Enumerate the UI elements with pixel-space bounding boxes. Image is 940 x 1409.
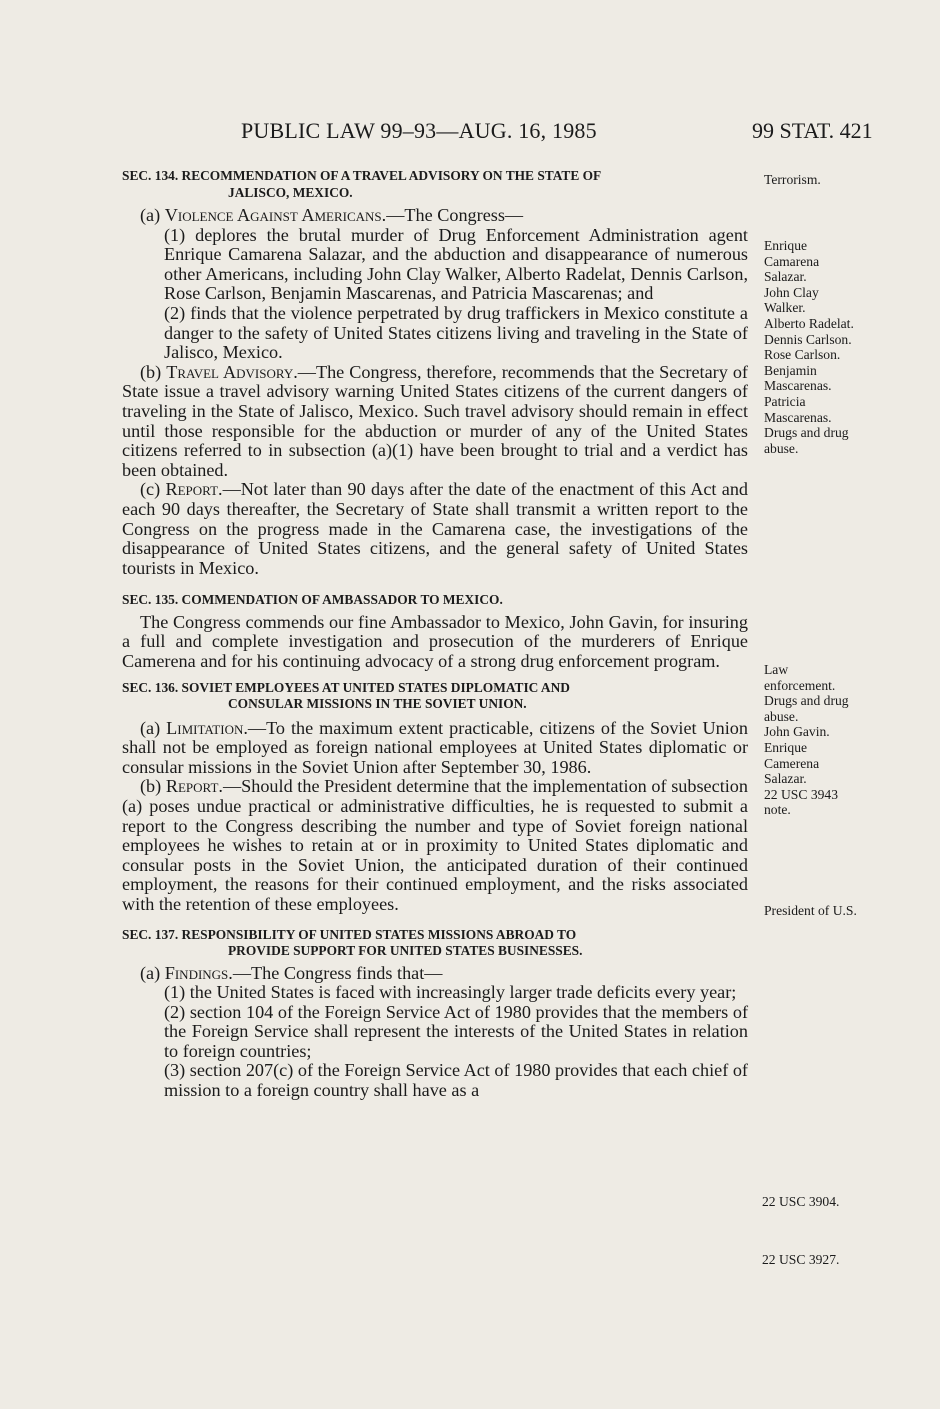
section-136-heading-line2: CONSULAR MISSIONS IN THE SOVIET UNION. (228, 696, 527, 712)
margin-note: Camarena (764, 253, 820, 269)
margin-note: Salazar. (764, 269, 807, 285)
sec134-a1 (122, 226, 748, 304)
margin-note: Dennis Carlson. (764, 331, 852, 347)
sec137-a-intro: —The Congress finds that— (232, 962, 443, 983)
sec136-a-text: —To the maximum extent practicable, citizens of the Soviet Union shall not be employed as foreign national employees at United States diplomatic or consular missions in the Soviet Union after September 30, 1986. (122, 717, 748, 777)
sec134-b-paragraph: (b) Travel Advisory.—The Congress, therefore, recommends that the Secretary of State issue a travel advisory warning United States citizens of the current dangers of traveling in the State of Jalisco, Mexico. Such travel advisory should remain in effect until those responsible for the abduction or murder of any of the United States citizens referred to in subsection (a)(1) have been brought to trial and a verdict has been obtained. (122, 361, 748, 480)
margin-note: Benjamin (764, 362, 817, 378)
sec137-a2 (122, 1003, 748, 1062)
margin-note-usc3927: 22 USC 3927. (762, 1252, 840, 1267)
sec136-b-text: —Should the President determine that the implementation of subsection (a) poses undue practical or administrative difficulties, he is requested to submit a report to the Congress describing the number and type of Soviet foreign national employees he wishes to retain at or in proximity to United States diplomatic and consular posts in the Soviet Union, the anticipated duration of their continued employment, the reasons for their continued employment, and the risks associated with the retention of these employees. (122, 776, 748, 914)
page-header-stat: 99 STAT. 421 (752, 118, 873, 143)
sec134-a2-text: (2) finds that the violence perpetrated by drug traffickers in Mexico constitute a danger to the safety of United States citizens living and traveling in the State of Jalisco, Mexico. (164, 302, 748, 363)
margin-note: abuse. (764, 440, 799, 456)
sec135-text: The Congress commends our fine Ambassador to Mexico, John Gavin, for insuring a full and complete investigation and prosecution of the murderers of Enrique Camerena and for his continuing advocacy of a strong drug enforcement program. (122, 611, 748, 671)
margin-note-usc3904: 22 USC 3904. (762, 1194, 840, 1209)
sec137-a3 (122, 1061, 748, 1100)
margin-note: John Clay (764, 284, 819, 300)
sec137-a1 (122, 983, 748, 1003)
margin-note: Law (764, 662, 789, 677)
section-136-heading (122, 680, 748, 713)
margin-note: Drugs and drug (764, 425, 849, 441)
margin-note: John Gavin. (764, 724, 830, 740)
section-134-heading-line2: JALISCO, MEXICO. (228, 184, 353, 200)
margin-note: Enrique (764, 739, 808, 755)
sec134-a-caption: Violence Against Americans. (164, 205, 387, 225)
sec137-a2-text: (2) section 104 of the Foreign Service Act of 1980 provides that the members of the Foreign Service shall represent the interests of the United States in relation to foreign countries; (164, 1001, 748, 1061)
section-134-heading-line1: SEC. 134. RECOMMENDATION OF A TRAVEL ADVISORY ON THE STATE OF (122, 168, 602, 183)
sec137-a-caption: Findings. (164, 962, 233, 983)
margin-note: Camerena (764, 755, 820, 771)
margin-note: enforcement. (764, 677, 836, 693)
sec134-a-paragraph: (a) Violence Against Americans.—The Congress— (140, 205, 524, 225)
sec134-c-text: —Not later than 90 days after the date of the enactment of this Act and each 90 days thereafter, the Secretary of State shall transmit a written report to the Congress on the progress made in the Camarena case, the investigations of the disappearance of United States citizens, and the general safety of United States tourists in Mexico. (122, 479, 749, 578)
section-135-heading: SEC. 135. COMMENDATION OF AMBASSADOR TO MEXICO. (122, 592, 503, 608)
sec134-b-caption: Travel Advisory. (166, 361, 298, 382)
sec135-paragraph (122, 613, 748, 672)
margin-note: Mascarenas. (764, 378, 832, 394)
sec136-b-caption: Report. (165, 776, 223, 797)
margin-note: Enrique (764, 238, 808, 253)
section-134-heading (122, 168, 748, 201)
margin-note: Patricia (764, 393, 806, 409)
section-137-heading (122, 927, 748, 960)
sec134-a-intro: —The Congress— (386, 205, 524, 225)
margin-note: note. (764, 802, 791, 818)
margin-note: Alberto Radelat. (764, 315, 854, 331)
sec134-a2 (122, 304, 748, 363)
section-136-heading-line1: SEC. 136. SOVIET EMPLOYEES AT UNITED STATES DIPLOMATIC AND (122, 679, 570, 695)
margin-note-terrorism: Terrorism. (764, 172, 821, 187)
margin-notes-sec134 (764, 238, 854, 456)
sec136-a-paragraph: (a) Limitation.—To the maximum extent practicable, citizens of the Soviet Union shall not be employed as foreign national employees at United States diplomatic or consular missions in the Soviet Union after September 30, 1986. (122, 717, 748, 777)
margin-note: Rose Carlson. (764, 347, 841, 363)
margin-note: abuse. (764, 708, 799, 724)
sec134-b-text: —The Congress, therefore, recommends that the Secretary of State issue a travel advisory warning United States citizens of the current dangers of traveling in the State of Jalisco, Mexico. Such travel advisory should remain in effect until those responsible for the abduction or murder of any of the United States citizens referred to in subsection (a)(1) have been brought to trial and a verdict has been obtained. (122, 361, 748, 480)
sec134-c-paragraph: (c) Report.—Not later than 90 days after the date of the enactment of this Act and each 90 days thereafter, the Secretary of State shall transmit a written report to the Congress on the progress made in the Camarena case, the investigations of the disappearance of United States citizens, and the general safety of United States tourists in Mexico. (122, 479, 749, 578)
sec137-a3-text: (3) section 207(c) of the Foreign Service Act of 1980 provides that each chief of mission to a foreign country shall have as a (164, 1060, 748, 1101)
margin-note: Drugs and drug (764, 693, 849, 709)
section-137-heading-line1: SEC. 137. RESPONSIBILITY OF UNITED STATES MISSIONS ABROAD TO (122, 926, 577, 942)
margin-note: Walker. (764, 300, 806, 316)
section-137-heading-line2: PROVIDE SUPPORT FOR UNITED STATES BUSINESSES. (228, 943, 583, 958)
margin-notes-sec135 (764, 662, 849, 818)
sec136-b-paragraph: (b) Report.—Should the President determine that the implementation of subsection (a) poses undue practical or administrative difficulties, he is requested to submit a report to the Congress describing the number and type of Soviet foreign national employees he wishes to retain at or in proximity to United States diplomatic and consular posts in the Soviet Union, the anticipated duration of their continued employment, the reasons for their continued employment, and the risks associated with the retention of these employees. (122, 776, 748, 914)
margin-note: Salazar. (764, 771, 807, 787)
main-text (122, 168, 748, 1101)
sec136-a-caption: Limitation. (166, 717, 248, 738)
sec134-c-caption: Report. (165, 479, 223, 500)
margin-note: Mascarenas. (764, 409, 832, 425)
sec137-a-paragraph: (a) Findings.—The Congress finds that— (140, 962, 443, 983)
sec134-a1-text: (1) deplores the brutal murder of Drug Enforcement Administration agent Enrique Camarena Salazar, and the abduction and disappearance of numerous other Americans, including John Clay Walker, Alberto Radelat, Dennis Carlson, Rose Carlson, Benjamin Mascarenas, and Patricia Mascarenas; and (164, 224, 748, 304)
margin-note-president: President of U.S. (764, 903, 857, 918)
margin-note: 22 USC 3943 (764, 786, 839, 802)
page-header-title: PUBLIC LAW 99–93—AUG. 16, 1985 (241, 118, 597, 143)
sec137-a1-text: (1) the United States is faced with increasingly larger trade deficits every year; (164, 982, 737, 1003)
